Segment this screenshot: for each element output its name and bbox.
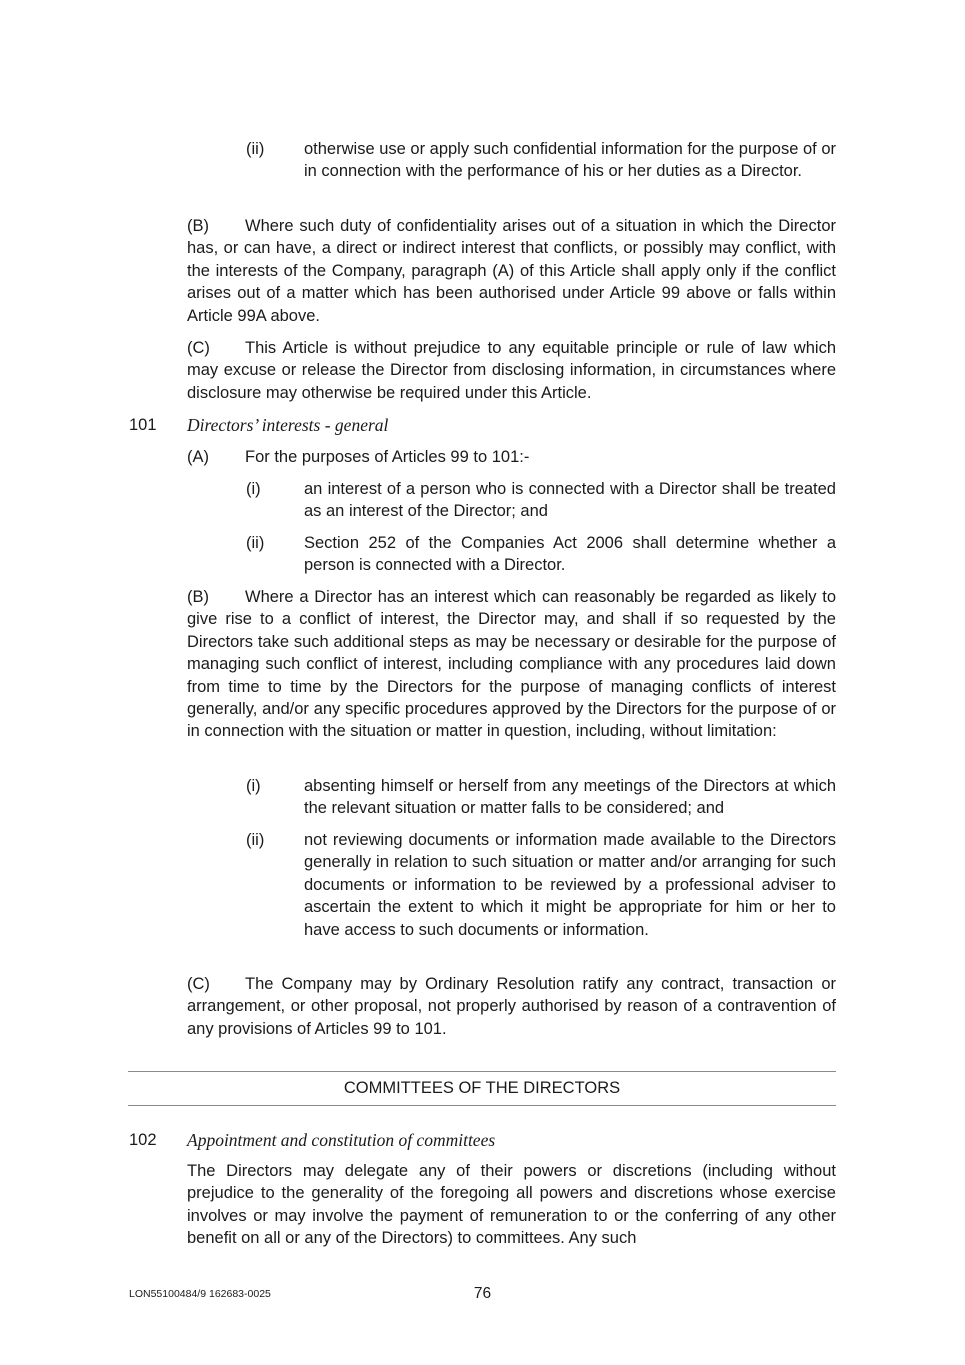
sub-item-text: otherwise use or apply such confidential information for the purpose of or in connection with the performance of his or her duties as a Director. bbox=[304, 140, 836, 181]
paragraph-a bbox=[187, 446, 836, 468]
sub-item-label: (ii) bbox=[246, 140, 265, 158]
paragraph-b bbox=[187, 215, 836, 327]
heading-rule-top bbox=[128, 1071, 836, 1072]
document-reference: LON55100484/9 162683-0025 bbox=[129, 1288, 271, 1300]
sub-item-label: (i) bbox=[246, 480, 261, 498]
paragraph-label: (C) bbox=[187, 339, 210, 357]
sub-item-text: not reviewing documents or information made available to the Directors generally in relation to such situation or matter and/or arranging for such documents or information to be reviewed by a professional adviser to ascertain the extent to which it might be appropriate for him or her to have access to such documents or information. bbox=[304, 831, 836, 939]
article-title: Appointment and constitution of committees bbox=[187, 1130, 496, 1150]
sub-item-text: an interest of a person who is connected with a Director shall be treated as an interest of the Director; and bbox=[304, 480, 836, 521]
page-number: 76 bbox=[473, 1285, 492, 1302]
paragraph-c bbox=[187, 337, 836, 404]
paragraph-text: Where a Director has an interest which can reasonably be regarded as likely to give rise to a conflict of interest, the Director may, and shall if so requested by the Directors take such additional steps as may be necessary or desirable for the purpose of managing such conflict of interest, including compliance with any procedures laid down from time to time by the Directors for the purpose of managing conflicts of interest generally, and/or any specific procedures approved by the Directors for the purpose of or in connection with the situation or matter in question, including, without limitation: bbox=[187, 588, 836, 741]
paragraph-text: The Company may by Ordinary Resolution ratify any contract, transaction or arrangement, or other proposal, not properly authorised by reason of a contravention of any provisions of Articles 99 to 101. bbox=[187, 975, 836, 1038]
section-heading: COMMITTEES OF THE DIRECTORS bbox=[343, 1079, 621, 1097]
sub-item-label: (ii) bbox=[246, 534, 265, 552]
paragraph-b bbox=[187, 586, 836, 743]
paragraph-text: This Article is without prejudice to any equitable principle or rule of law which may excuse or release the Director from disclosing information, in circumstances where disclosure may otherwise be required under this Article. bbox=[187, 339, 836, 402]
paragraph-label: (B) bbox=[187, 217, 209, 235]
paragraph-c bbox=[187, 973, 836, 1040]
sub-item-label: (i) bbox=[246, 777, 261, 795]
sub-item-label: (ii) bbox=[246, 831, 265, 849]
paragraph-text: For the purposes of Articles 99 to 101:- bbox=[245, 448, 530, 466]
paragraph-text: The Directors may delegate any of their powers or discretions (including without prejudice to the generality of the foregoing all powers and discretions whose exercise involves or may involve the payment of remuneration to or the conferring of any other benefit on all or any of the Directors) to committees. Any such bbox=[187, 1162, 836, 1248]
article-number: 102 bbox=[129, 1131, 157, 1149]
sub-item-text: Section 252 of the Companies Act 2006 shall determine whether a person is connected with a Director. bbox=[304, 534, 836, 575]
heading-rule-bottom bbox=[128, 1105, 836, 1106]
article-number: 101 bbox=[129, 416, 157, 434]
sub-item-text: absenting himself or herself from any meetings of the Directors at which the relevant situation or matter falls to be considered; and bbox=[304, 777, 836, 818]
paragraph-label: (C) bbox=[187, 975, 210, 993]
article-title: Directors’ interests - general bbox=[187, 415, 389, 435]
paragraph-label: (B) bbox=[187, 588, 209, 606]
paragraph-label: (A) bbox=[187, 448, 209, 466]
paragraph-text: Where such duty of confidentiality arises out of a situation in which the Director has, or can have, a direct or indirect interest that conflicts, or possibly may conflict, with the interests of the Company, paragraph (A) of this Article shall apply only if the conflict arises out of a matter which has been authorised under Article 99 above or falls within Article 99A above. bbox=[187, 217, 836, 325]
